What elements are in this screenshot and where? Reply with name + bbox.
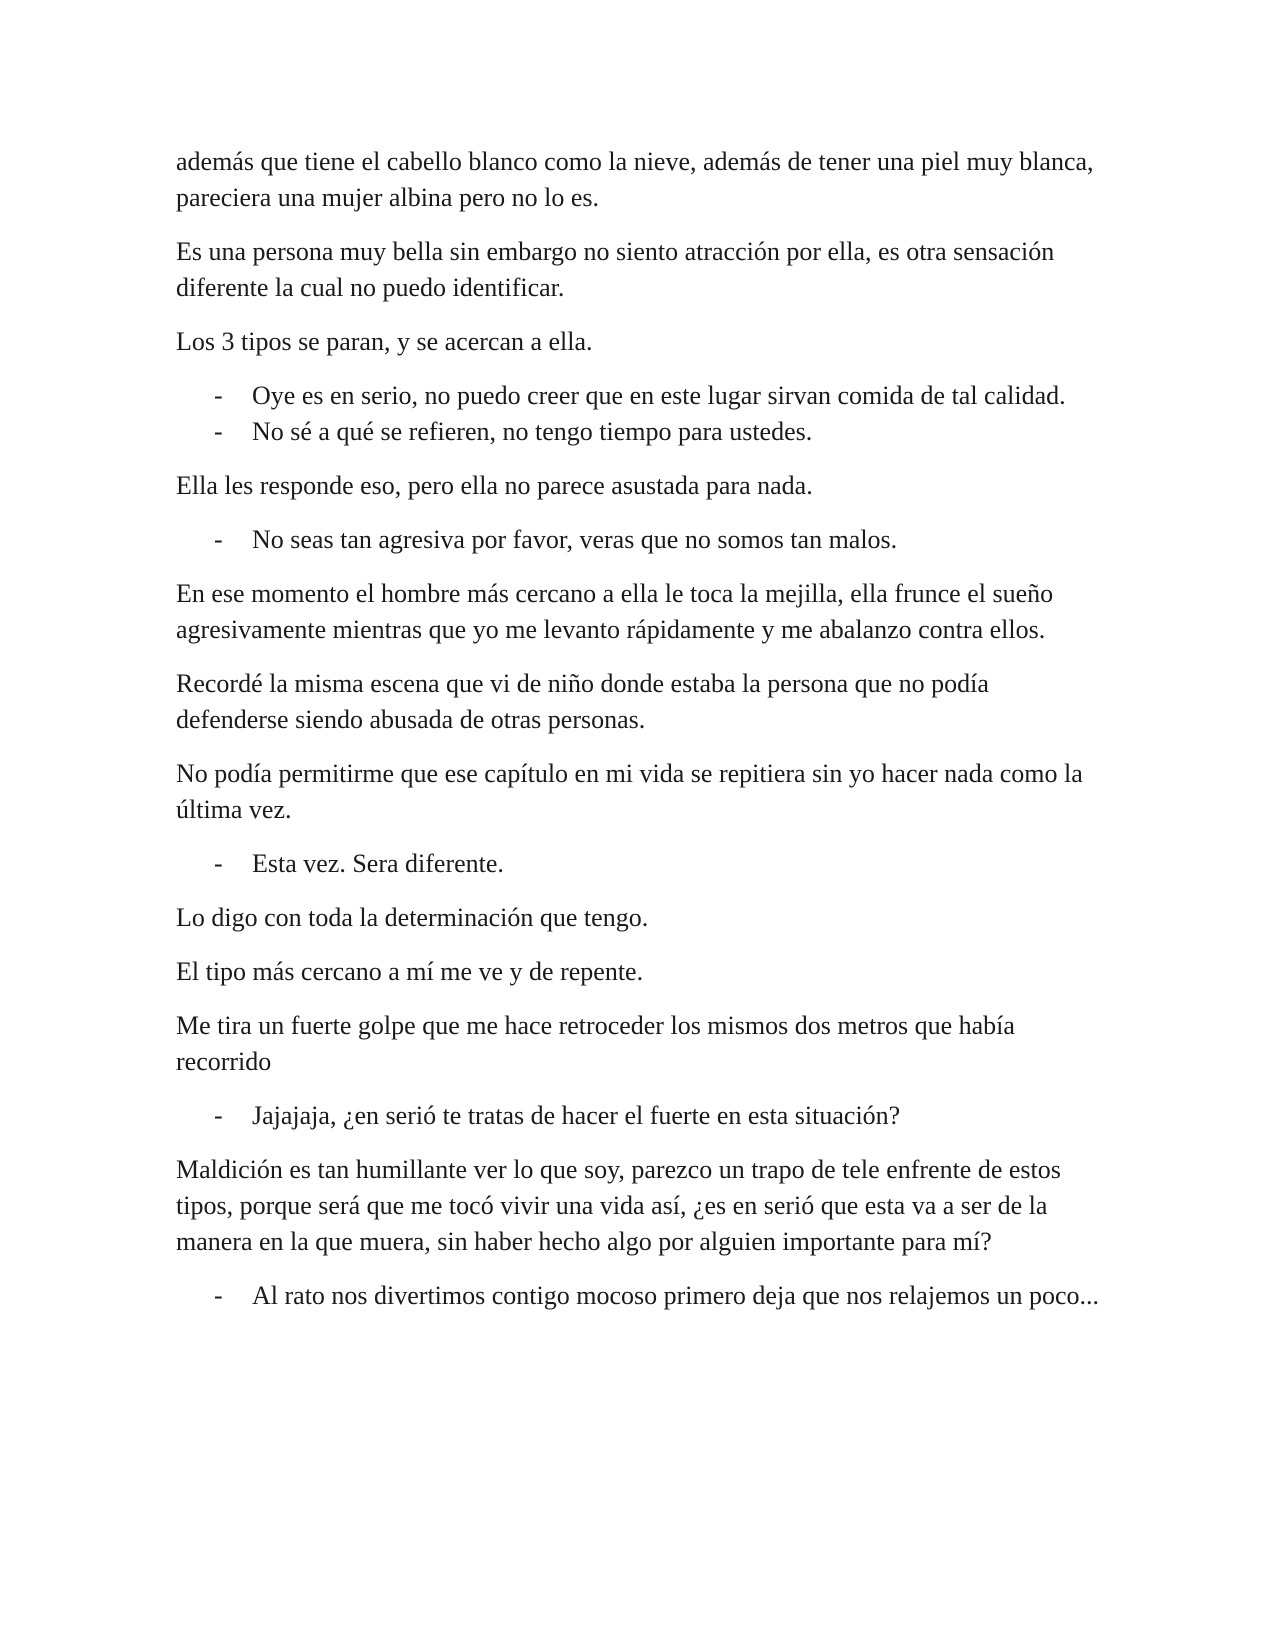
paragraph: además que tiene el cabello blanco como la nieve, además de tener una piel muy blanca, pareciera una mujer albina pero no lo es.: [176, 147, 1094, 212]
dialogue-dash: -: [214, 849, 223, 878]
dialogue-line: [176, 1278, 1106, 1314]
dialogue-line: [176, 846, 1106, 882]
dialogue-dash: -: [214, 1281, 223, 1310]
paragraph: El tipo más cercano a mí me ve y de repente.: [176, 957, 644, 986]
paragraph: Los 3 tipos se paran, y se acercan a ella.: [176, 327, 593, 356]
paragraph: Me tira un fuerte golpe que me hace retroceder los mismos dos metros que había recorrido: [176, 1011, 1015, 1076]
dialogue-text: Jajajaja, ¿en serió te tratas de hacer el fuerte en esta situación?: [252, 1101, 901, 1130]
dialogue-dash: -: [214, 525, 223, 554]
paragraph: Ella les responde eso, pero ella no parece asustada para nada.: [176, 471, 813, 500]
paragraph: Recordé la misma escena que vi de niño donde estaba la persona que no podía defenderse siendo abusada de otras personas.: [176, 669, 989, 734]
dialogue-dash: -: [214, 417, 223, 446]
dialogue-text: Esta vez. Sera diferente.: [252, 849, 504, 878]
page-body: [176, 144, 1106, 1332]
dialogue-text: No sé a qué se refieren, no tengo tiempo para ustedes.: [252, 417, 813, 446]
dialogue-text: Oye es en serio, no puedo creer que en este lugar sirvan comida de tal calidad.: [252, 381, 1066, 410]
paragraph: No podía permitirme que ese capítulo en mi vida se repitiera sin yo hacer nada como la última vez.: [176, 759, 1083, 824]
dialogue-dash: -: [214, 1101, 223, 1130]
paragraph: En ese momento el hombre más cercano a ella le toca la mejilla, ella frunce el sueño agresivamente mientras que yo me levanto rápidamente y me abalanzo contra ellos.: [176, 579, 1054, 644]
dialogue-dash: -: [214, 381, 223, 410]
dialogue-line: [176, 522, 1106, 558]
dialogue-line: [176, 1098, 1106, 1134]
paragraph: Maldición es tan humillante ver lo que soy, parezco un trapo de tele enfrente de estos tipos, porque será que me tocó vivir una vida así, ¿es en serió que esta va a ser de la manera en la que muera, sin haber hecho algo por alguien importante para mí?: [176, 1155, 1061, 1256]
dialogue-text: Al rato nos divertimos contigo mocoso primero deja que nos relajemos un poco...: [252, 1281, 1099, 1310]
dialogue-text: No seas tan agresiva por favor, veras que no somos tan malos.: [252, 525, 898, 554]
paragraph: Es una persona muy bella sin embargo no siento atracción por ella, es otra sensación diferente la cual no puedo identificar.: [176, 237, 1055, 302]
dialogue-line: [176, 378, 1106, 414]
dialogue-line: [176, 414, 1106, 450]
paragraph: Lo digo con toda la determinación que tengo.: [176, 903, 649, 932]
